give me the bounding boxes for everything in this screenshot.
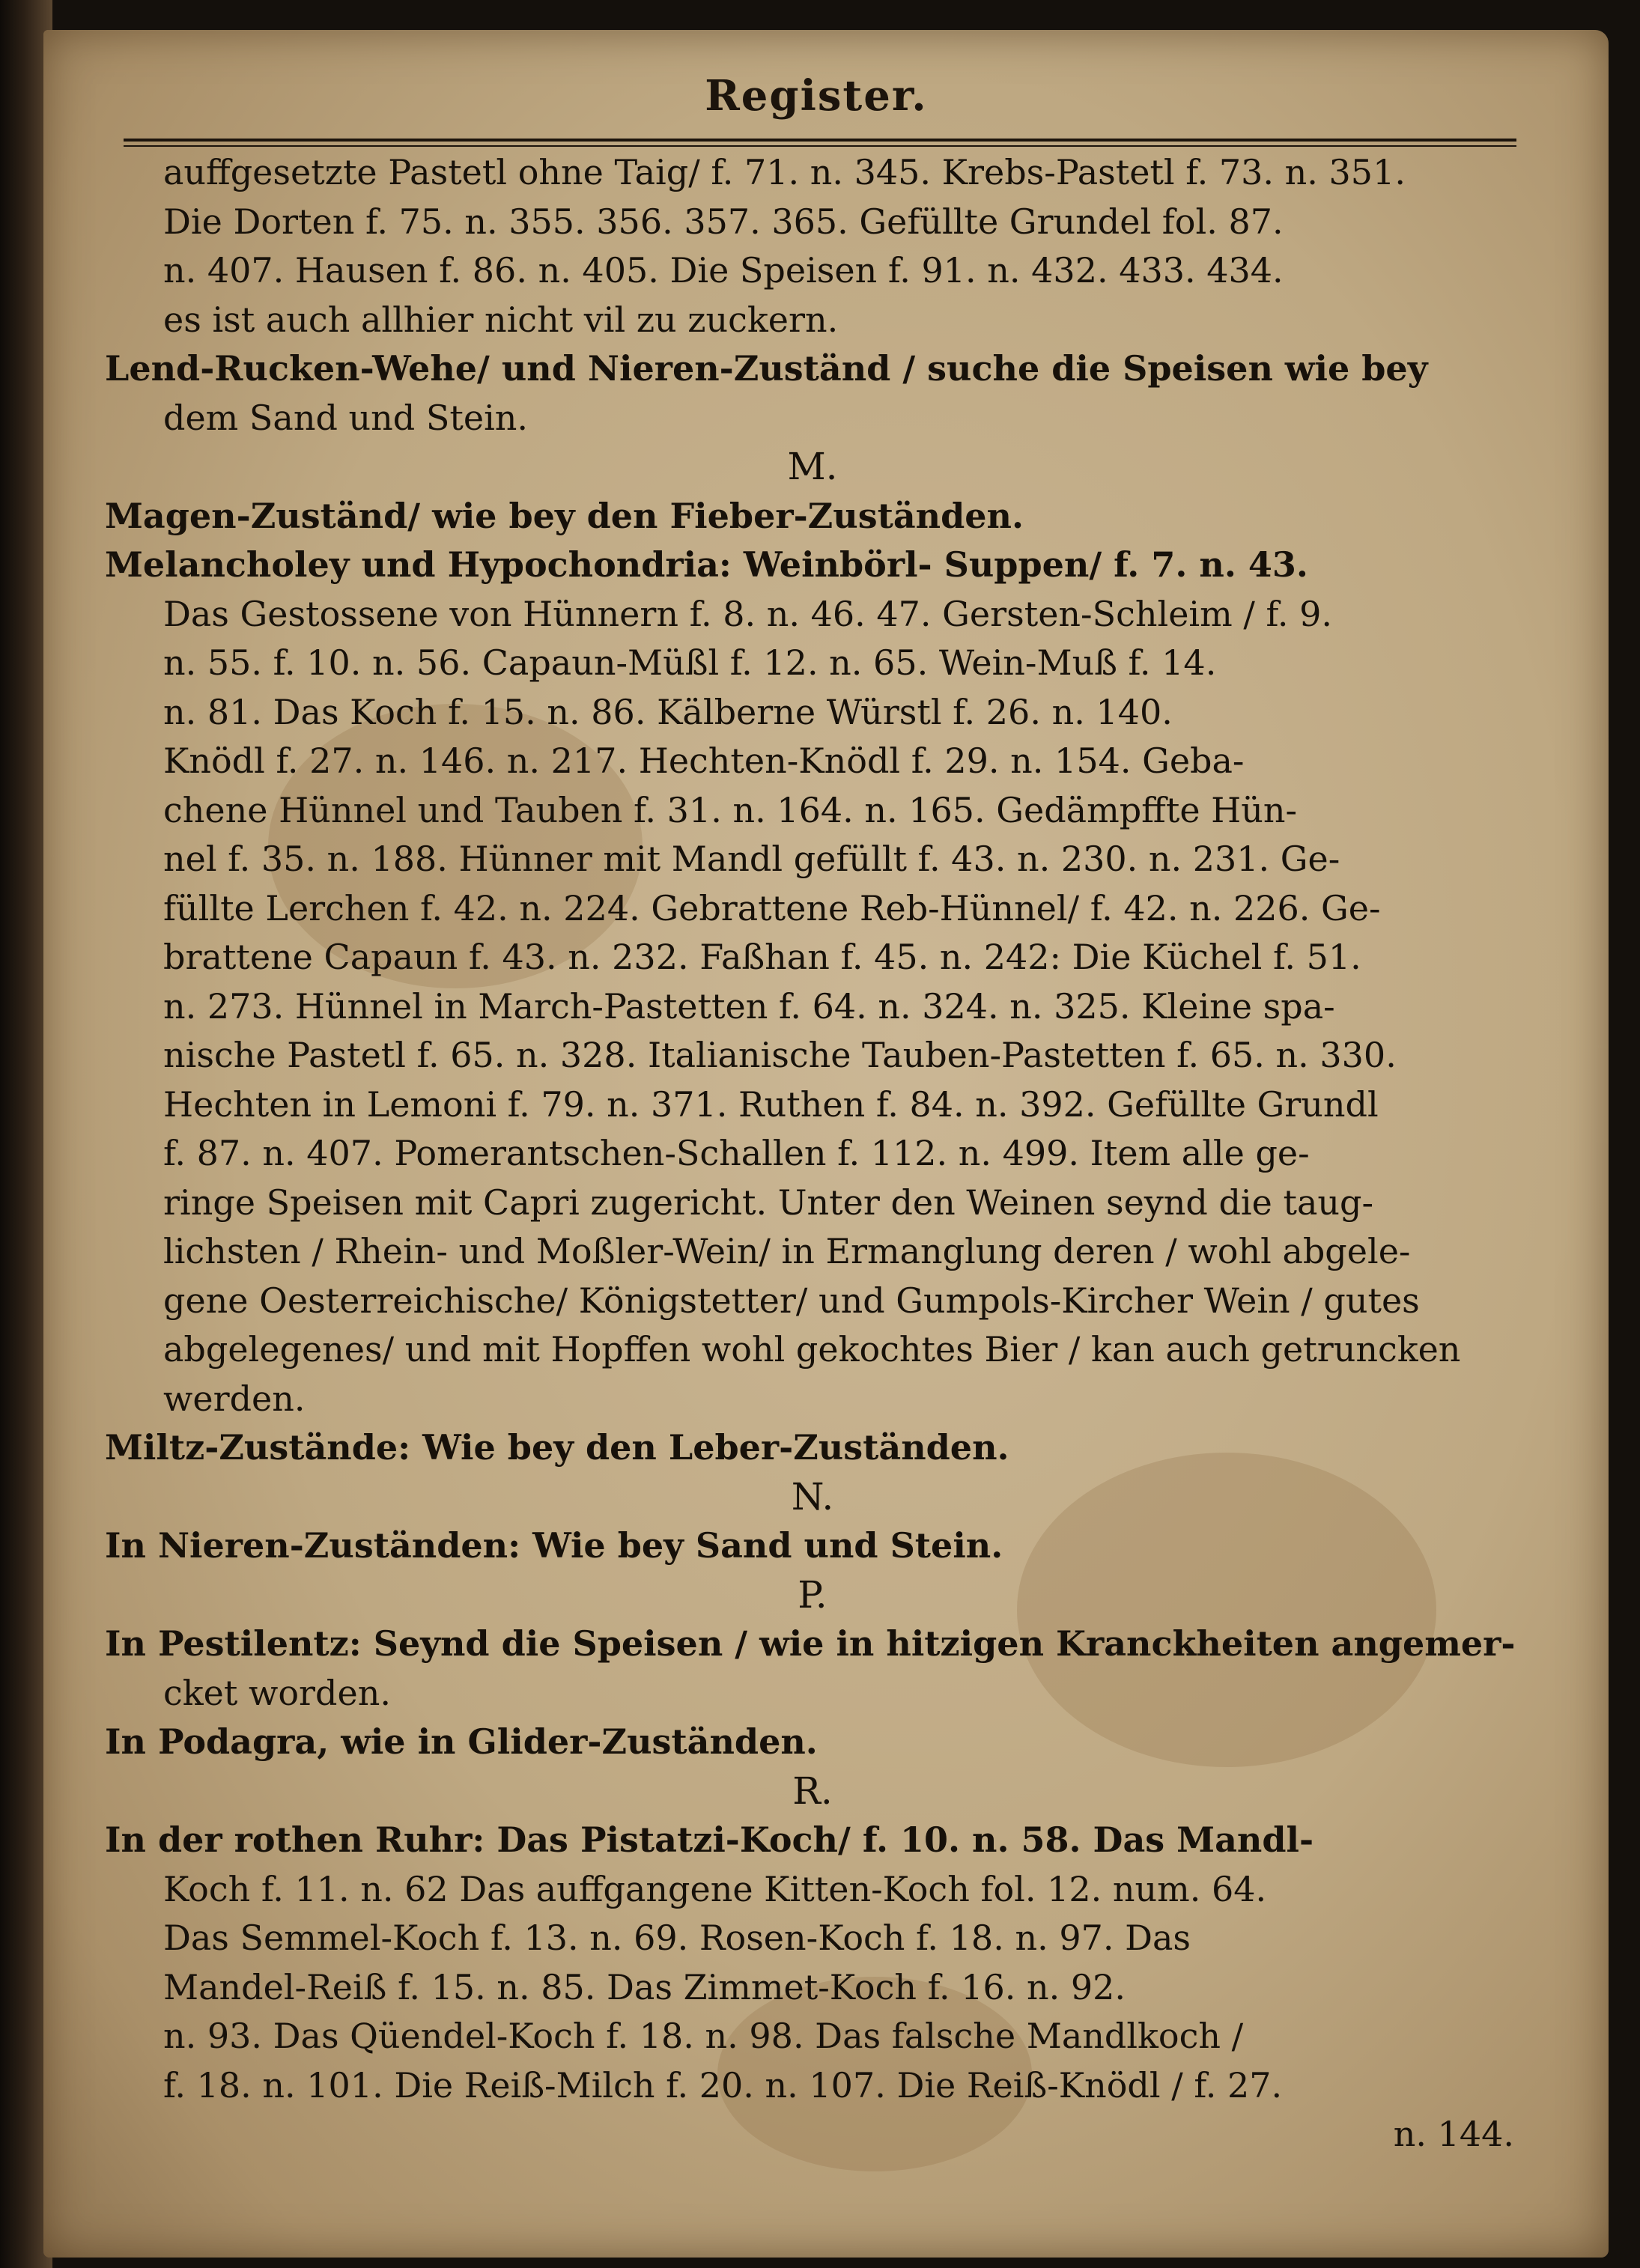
text-line: nische Pastetl f. 65. n. 328. Italianische Tauben-Pastetten f. 65. n. 330.	[163, 1035, 1397, 1075]
entry-line: Melancholey und Hypochondria: Weinbörl- Suppen/ f. 7. n. 43.	[105, 544, 1308, 585]
text-line: es ist auch allhier nicht vil zu zuckern.	[163, 299, 839, 340]
running-title: Register.	[705, 71, 928, 121]
text-line: Koch f. 11. n. 62 Das auffgangene Kitten-Koch fol. 12. num. 64.	[163, 1868, 1267, 1909]
text-line: f. 87. n. 407. Pomerantschen-Schallen f. 112. n. 499. Item alle ge-	[163, 1133, 1310, 1173]
section-letter: P.	[798, 1572, 827, 1617]
text-line: Das Gestossene von Hünnern f. 8. n. 46. 47. Gersten-Schleim / f. 9.	[163, 593, 1333, 634]
entry-line: Lend-Rucken-Wehe/ und Nieren-Zuständ / suche die Speisen wie bey	[105, 348, 1428, 389]
entry-line: In Nieren-Zuständen: Wie bey Sand und Stein.	[105, 1525, 1003, 1566]
text-line: n. 81. Das Koch f. 15. n. 86. Kälberne Würstl f. 26. n. 140.	[163, 691, 1173, 732]
text-line: Knödl f. 27. n. 146. n. 217. Hechten-Knödl f. 29. n. 154. Geba-	[163, 741, 1245, 781]
text-line: brattene Capaun f. 43. n. 232. Faßhan f. 45. n. 242: Die Küchel f. 51.	[163, 937, 1361, 977]
entry-line: Miltz-Zustände: Wie bey den Leber-Zuständen.	[105, 1427, 1009, 1468]
text-line: n. 93. Das Qüendel-Koch f. 18. n. 98. Das falsche Mandlkoch /	[163, 2016, 1244, 2056]
text-line: nel f. 35. n. 188. Hünner mit Mandl gefüllt f. 43. n. 230. n. 231. Ge-	[163, 839, 1340, 879]
text-line: auffgesetzte Pastetl ohne Taig/ f. 71. n. 345. Krebs-Pastetl f. 73. n. 351.	[163, 152, 1406, 192]
header-rule	[124, 139, 1516, 147]
text-line: dem Sand und Stein.	[163, 397, 529, 438]
text-line: chene Hünnel und Tauben f. 31. n. 164. n. 165. Gedämpffte Hün-	[163, 789, 1298, 830]
section-letter: M.	[787, 445, 838, 488]
text-line: Hechten in Lemoni f. 79. n. 371. Ruthen f. 84. n. 392. Gefüllte Grundl	[163, 1083, 1379, 1125]
text-line: Das Semmel-Koch f. 13. n. 69. Rosen-Koch f. 18. n. 97. Das	[163, 1918, 1191, 1958]
entry-line: In Pestilentz: Seynd die Speisen / wie in hitzigen Kranckheiten angemer-	[105, 1623, 1516, 1664]
entry-line: In Podagra, wie in Glider-Zuständen.	[105, 1721, 818, 1762]
section-letter: R.	[792, 1769, 833, 1813]
text-line: f. 18. n. 101. Die Reiß-Milch f. 20. n. 107. Die Reiß-Knödl / f. 27.	[163, 2064, 1283, 2106]
section-letter: N.	[791, 1474, 834, 1518]
text-line: Die Dorten f. 75. n. 355. 356. 357. 365. Gefüllte Grundel fol. 87.	[163, 201, 1284, 242]
text-line: gene Oesterreichische/ Königstetter/ und Gumpols-Kircher Wein / gutes	[163, 1280, 1420, 1321]
entry-line: Magen-Zuständ/ wie bey den Fieber-Zuständen.	[105, 495, 1024, 536]
entry-line: In der rothen Ruhr: Das Pistatzi-Koch/ f. 10. n. 58. Das Mandl-	[105, 1819, 1314, 1860]
text-line: abgelegenes/ und mit Hopffen wohl gekochtes Bier / kan auch getruncken	[163, 1329, 1461, 1369]
text-line: n. 273. Hünnel in March-Pastetten f. 64. n. 324. n. 325. Kleine spa-	[163, 985, 1335, 1027]
register-text	[105, 148, 1520, 2159]
text-line: werden.	[163, 1378, 306, 1419]
text-line: lichsten / Rhein- und Moßler-Wein/ in Ermanglung deren / wohl abgele-	[163, 1231, 1411, 1271]
text-line: cket worden.	[163, 1672, 391, 1713]
text-line: ringe Speisen mit Capri zugericht. Unter den Weinen seynd die taug-	[163, 1182, 1373, 1223]
text-line: Mandel-Reiß f. 15. n. 85. Das Zimmet-Koch f. 16. n. 92.	[163, 1966, 1126, 2007]
catchword: n. 144.	[1393, 2114, 1514, 2154]
text-line: n. 55. f. 10. n. 56. Capaun-Müßl f. 12. n. 65. Wein-Muß f. 14.	[163, 642, 1217, 683]
text-line: füllte Lerchen f. 42. n. 224. Gebrattene Reb-Hünnel/ f. 42. n. 226. Ge-	[163, 887, 1381, 928]
text-line: n. 407. Hausen f. 86. n. 405. Die Speisen f. 91. n. 432. 433. 434.	[163, 250, 1284, 291]
